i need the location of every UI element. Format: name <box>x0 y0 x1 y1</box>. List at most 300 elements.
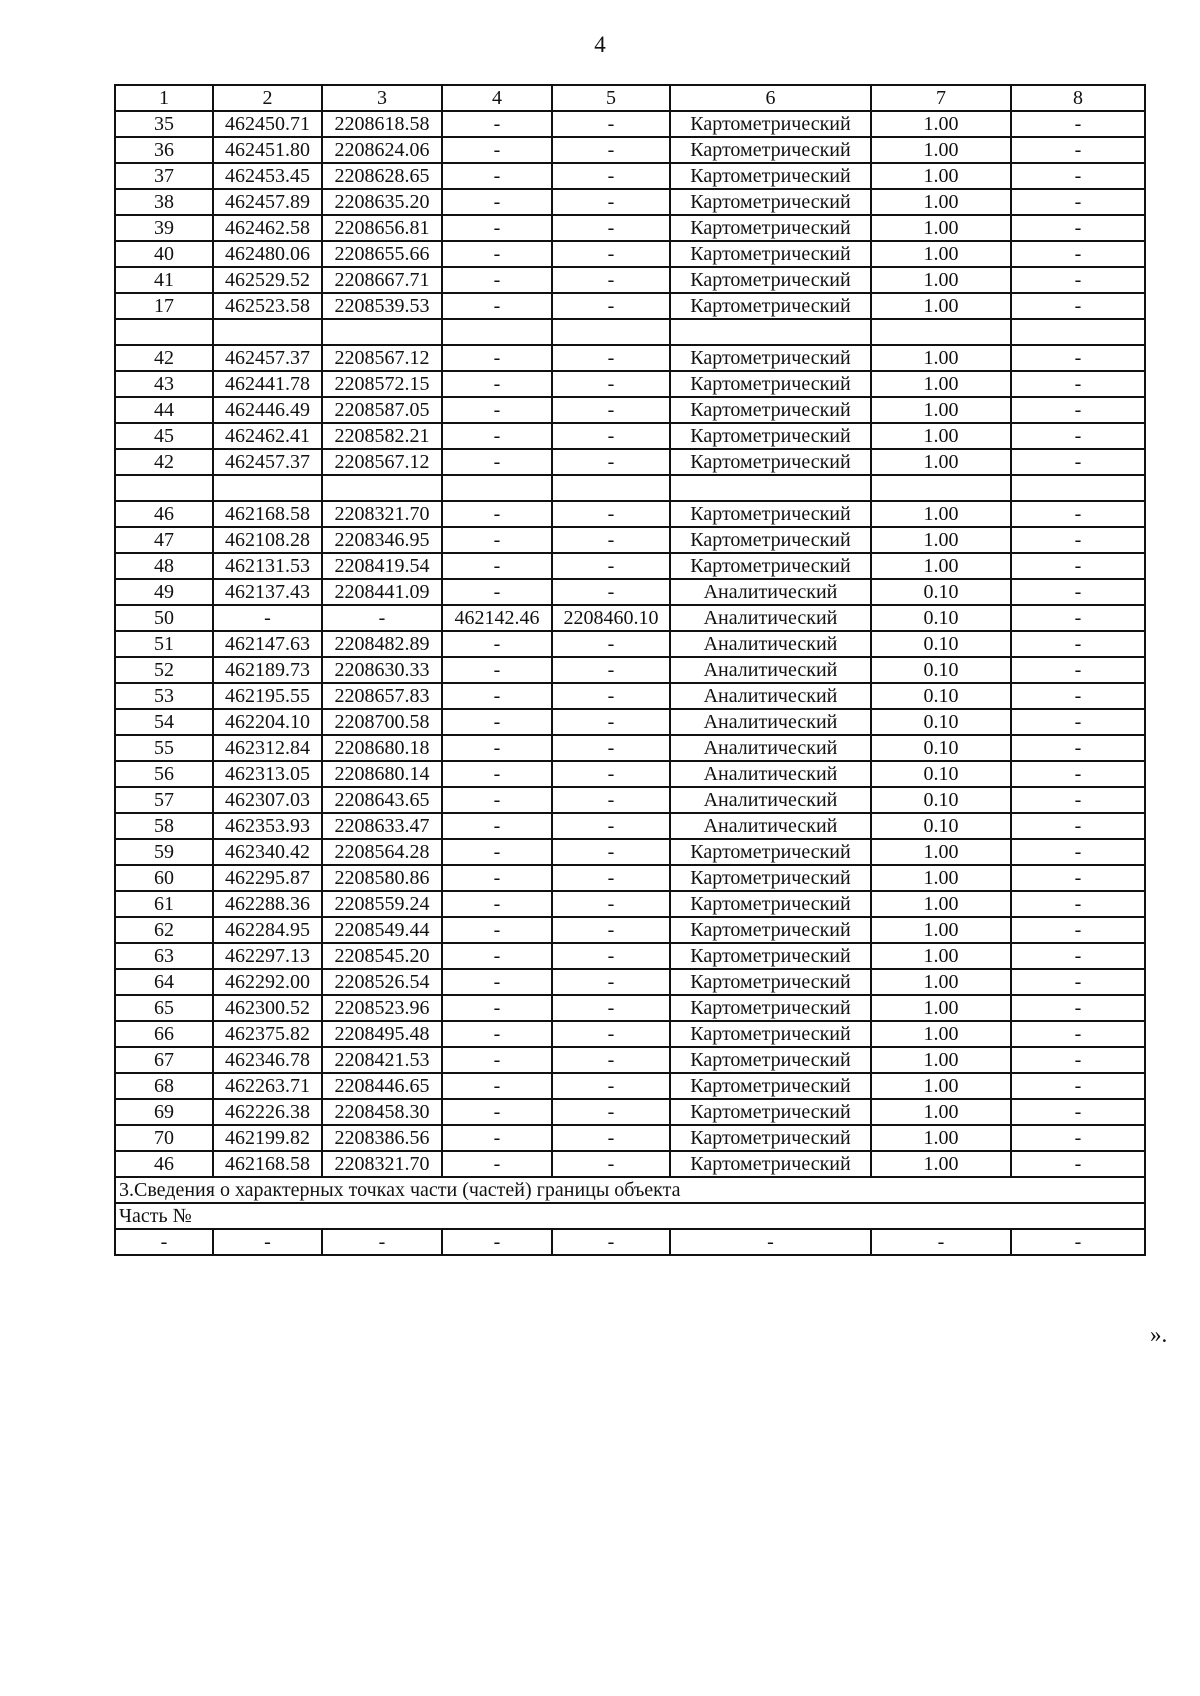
table-cell: - <box>552 1151 670 1177</box>
table-row <box>115 423 1145 449</box>
table-cell: 2208667.71 <box>322 267 442 293</box>
table-cell: 2208567.12 <box>322 345 442 371</box>
table-cell: 0.10 <box>871 605 1011 631</box>
table-cell: 0.10 <box>871 631 1011 657</box>
table-cell: - <box>552 501 670 527</box>
table-cell: 462297.13 <box>213 943 322 969</box>
table-cell: 65 <box>115 995 213 1021</box>
table-cell: - <box>552 397 670 423</box>
table-cell: 38 <box>115 189 213 215</box>
table-cell: - <box>1011 553 1145 579</box>
table-cell <box>322 475 442 501</box>
table-cell: 0.10 <box>871 787 1011 813</box>
table-cell: - <box>552 111 670 137</box>
table-cell: 0.10 <box>871 761 1011 787</box>
table-cell: 1.00 <box>871 1099 1011 1125</box>
table-cell: 1.00 <box>871 111 1011 137</box>
table-cell: - <box>552 943 670 969</box>
table-cell: 0.10 <box>871 813 1011 839</box>
table-cell: - <box>552 1125 670 1151</box>
table-cell: - <box>1011 397 1145 423</box>
table-cell: 1 <box>115 85 213 111</box>
table-cell <box>1011 319 1145 345</box>
table-row <box>115 605 1145 631</box>
table-cell: - <box>1011 761 1145 787</box>
table-row <box>115 553 1145 579</box>
table-cell <box>552 319 670 345</box>
table-cell: 1.00 <box>871 995 1011 1021</box>
table-cell: 1.00 <box>871 553 1011 579</box>
table-cell: 1.00 <box>871 891 1011 917</box>
table-cell: - <box>552 579 670 605</box>
table-cell <box>213 475 322 501</box>
table-cell: - <box>1011 813 1145 839</box>
table-cell: 35 <box>115 111 213 137</box>
table-cell: - <box>552 683 670 709</box>
table-cell: Аналитический <box>670 761 871 787</box>
table-cell: - <box>552 787 670 813</box>
table-cell: - <box>1011 709 1145 735</box>
table-row <box>115 839 1145 865</box>
table-cell: Аналитический <box>670 683 871 709</box>
table-cell: - <box>552 449 670 475</box>
closing-mark: ». <box>1150 1322 1168 1347</box>
table-cell: - <box>442 813 552 839</box>
table-cell: 462168.58 <box>213 501 322 527</box>
table-cell <box>442 319 552 345</box>
table-cell: Картометрический <box>670 917 871 943</box>
table-cell: 1.00 <box>871 527 1011 553</box>
table-cell: - <box>552 1047 670 1073</box>
table-cell: Картометрический <box>670 189 871 215</box>
table-cell: - <box>552 189 670 215</box>
table-cell: 49 <box>115 579 213 605</box>
table-cell: 1.00 <box>871 449 1011 475</box>
table-cell: - <box>442 371 552 397</box>
table-cell: 2208526.54 <box>322 969 442 995</box>
table-cell: 1.00 <box>871 1047 1011 1073</box>
table-cell: - <box>442 943 552 969</box>
table-row <box>115 995 1145 1021</box>
table-cell <box>871 319 1011 345</box>
table-cell: - <box>442 579 552 605</box>
table-cell: 2208624.06 <box>322 137 442 163</box>
table-row <box>115 111 1145 137</box>
table-cell: 462137.43 <box>213 579 322 605</box>
table-cell: Картометрический <box>670 215 871 241</box>
table-cell: - <box>1011 345 1145 371</box>
table-cell: 462195.55 <box>213 683 322 709</box>
table-cell: 462462.41 <box>213 423 322 449</box>
table-cell: - <box>1011 293 1145 319</box>
table-row <box>115 319 1145 345</box>
table-cell: 40 <box>115 241 213 267</box>
table-row <box>115 657 1145 683</box>
table-cell: - <box>442 1021 552 1047</box>
table-row <box>115 241 1145 267</box>
table-body <box>115 85 1145 1255</box>
table-row <box>115 267 1145 293</box>
table-cell: 68 <box>115 1073 213 1099</box>
table-cell: - <box>442 995 552 1021</box>
table-cell: 2208657.83 <box>322 683 442 709</box>
table-row <box>115 813 1145 839</box>
table-row <box>115 891 1145 917</box>
table-row <box>115 1073 1145 1099</box>
table-cell: 462523.58 <box>213 293 322 319</box>
table-cell: - <box>1011 163 1145 189</box>
table-row <box>115 631 1145 657</box>
table-cell: - <box>1011 449 1145 475</box>
table-cell: Картометрический <box>670 943 871 969</box>
table-cell: 2208549.44 <box>322 917 442 943</box>
table-cell: 17 <box>115 293 213 319</box>
table-cell: 1.00 <box>871 865 1011 891</box>
table-cell: 1.00 <box>871 293 1011 319</box>
table-cell: - <box>552 371 670 397</box>
table-cell: - <box>442 137 552 163</box>
table-cell: Картометрический <box>670 397 871 423</box>
table-cell: 2208618.58 <box>322 111 442 137</box>
table-cell: 2208386.56 <box>322 1125 442 1151</box>
table-cell: - <box>552 1099 670 1125</box>
table-cell: 1.00 <box>871 839 1011 865</box>
table-cell: 462204.10 <box>213 709 322 735</box>
table-cell: 1.00 <box>871 371 1011 397</box>
table-cell: - <box>552 631 670 657</box>
table-row <box>115 189 1145 215</box>
table-cell: 51 <box>115 631 213 657</box>
table-cell: - <box>1011 189 1145 215</box>
header-row <box>115 85 1145 111</box>
table-cell: 7 <box>871 85 1011 111</box>
table-cell <box>442 475 552 501</box>
table-cell: 36 <box>115 137 213 163</box>
table-cell: 1.00 <box>871 1125 1011 1151</box>
table-cell: - <box>1011 943 1145 969</box>
table-cell: 60 <box>115 865 213 891</box>
table-cell: 46 <box>115 501 213 527</box>
table-cell: 462457.89 <box>213 189 322 215</box>
table-row <box>115 475 1145 501</box>
table-cell: 2208460.10 <box>552 605 670 631</box>
table-cell: - <box>1011 501 1145 527</box>
table-cell: 44 <box>115 397 213 423</box>
table-cell: - <box>552 267 670 293</box>
section-title-row-text: 3.Сведения о характерных точках части (частей) границы объекта <box>115 1177 1145 1203</box>
table-cell: - <box>442 969 552 995</box>
table-row <box>115 709 1145 735</box>
table-row <box>115 293 1145 319</box>
table-cell: 0.10 <box>871 579 1011 605</box>
table-cell: 1.00 <box>871 1021 1011 1047</box>
table-cell: 1.00 <box>871 943 1011 969</box>
table-cell: 462168.58 <box>213 1151 322 1177</box>
page-number: 4 <box>594 32 606 57</box>
table-row <box>115 1229 1145 1255</box>
table-cell: 462313.05 <box>213 761 322 787</box>
table-cell: 0.10 <box>871 657 1011 683</box>
table-cell: 2208321.70 <box>322 501 442 527</box>
table-cell: - <box>552 1229 670 1255</box>
table-cell: Картометрический <box>670 1099 871 1125</box>
table-cell: - <box>552 657 670 683</box>
table-cell: 2208630.33 <box>322 657 442 683</box>
table-cell: Картометрический <box>670 241 871 267</box>
table-cell: 3 <box>322 85 442 111</box>
table-cell: Картометрический <box>670 163 871 189</box>
table-cell: 462142.46 <box>442 605 552 631</box>
table-cell: Картометрический <box>670 111 871 137</box>
table-cell: - <box>442 241 552 267</box>
table-cell: - <box>322 605 442 631</box>
table-cell: - <box>552 345 670 371</box>
table-cell: Картометрический <box>670 839 871 865</box>
table-cell: Аналитический <box>670 579 871 605</box>
table-cell: 2 <box>213 85 322 111</box>
table-cell: Картометрический <box>670 995 871 1021</box>
table-cell: 2208680.14 <box>322 761 442 787</box>
part-label-row <box>115 1203 1145 1229</box>
table-row <box>115 1021 1145 1047</box>
table-cell: - <box>442 163 552 189</box>
table-cell: - <box>442 189 552 215</box>
table-cell: - <box>1011 111 1145 137</box>
table-cell: Аналитический <box>670 735 871 761</box>
table-cell: 46 <box>115 1151 213 1177</box>
table-row <box>115 787 1145 813</box>
table-cell: 67 <box>115 1047 213 1073</box>
table-cell: 1.00 <box>871 189 1011 215</box>
table-cell: - <box>552 1021 670 1047</box>
table-cell: Аналитический <box>670 657 871 683</box>
table-cell: 462199.82 <box>213 1125 322 1151</box>
table-cell: 47 <box>115 527 213 553</box>
table-cell: 462226.38 <box>213 1099 322 1125</box>
table-row <box>115 527 1145 553</box>
table-cell: - <box>442 111 552 137</box>
table-cell: - <box>442 397 552 423</box>
table-cell: 4 <box>442 85 552 111</box>
table-row <box>115 579 1145 605</box>
table-cell: 2208567.12 <box>322 449 442 475</box>
table-cell: - <box>1011 371 1145 397</box>
table-cell: - <box>552 969 670 995</box>
table-cell: - <box>213 605 322 631</box>
table-cell: - <box>442 683 552 709</box>
table-cell: 2208587.05 <box>322 397 442 423</box>
table-cell: 61 <box>115 891 213 917</box>
table-cell: - <box>552 137 670 163</box>
table-cell: 462108.28 <box>213 527 322 553</box>
table-cell: 5 <box>552 85 670 111</box>
table-row <box>115 1125 1145 1151</box>
table-cell: - <box>552 917 670 943</box>
table-row <box>115 761 1145 787</box>
table-cell: 2208446.65 <box>322 1073 442 1099</box>
table-cell: Картометрический <box>670 865 871 891</box>
table-cell: - <box>1011 787 1145 813</box>
table-cell: - <box>1011 527 1145 553</box>
table-row <box>115 345 1145 371</box>
table-cell <box>871 475 1011 501</box>
table-cell: 2208523.96 <box>322 995 442 1021</box>
table-cell: - <box>1011 605 1145 631</box>
table-cell: Картометрический <box>670 449 871 475</box>
table-cell: Картометрический <box>670 1125 871 1151</box>
table-cell: 56 <box>115 761 213 787</box>
table-cell: 2208346.95 <box>322 527 442 553</box>
table-row <box>115 865 1145 891</box>
table-cell: 2208559.24 <box>322 891 442 917</box>
table-cell: Картометрический <box>670 1151 871 1177</box>
table-cell: - <box>442 709 552 735</box>
table-cell: - <box>442 1229 552 1255</box>
table-row <box>115 501 1145 527</box>
table-cell: 41 <box>115 267 213 293</box>
table-cell: 48 <box>115 553 213 579</box>
table-cell: 2208421.53 <box>322 1047 442 1073</box>
table-cell: - <box>442 293 552 319</box>
table-cell: - <box>1011 241 1145 267</box>
table-row <box>115 371 1145 397</box>
table-cell: 2208495.48 <box>322 1021 442 1047</box>
table-cell: 462453.45 <box>213 163 322 189</box>
table-cell: - <box>442 1099 552 1125</box>
table-row <box>115 397 1145 423</box>
table-row <box>115 1099 1145 1125</box>
table-cell: - <box>552 423 670 449</box>
table-cell: 462353.93 <box>213 813 322 839</box>
table-cell: 1.00 <box>871 1151 1011 1177</box>
table-row <box>115 1047 1145 1073</box>
table-cell: 1.00 <box>871 241 1011 267</box>
table-cell: Картометрический <box>670 1047 871 1073</box>
table-cell: - <box>442 631 552 657</box>
table-cell: - <box>1011 917 1145 943</box>
table-cell: 42 <box>115 345 213 371</box>
table-cell: 50 <box>115 605 213 631</box>
table-cell: 462529.52 <box>213 267 322 293</box>
table-cell: - <box>442 839 552 865</box>
table-cell: Картометрический <box>670 969 871 995</box>
table-cell: - <box>442 449 552 475</box>
table-cell: 2208655.66 <box>322 241 442 267</box>
table-cell: 1.00 <box>871 345 1011 371</box>
table-cell: Картометрический <box>670 553 871 579</box>
table-cell: 2208545.20 <box>322 943 442 969</box>
table-cell: - <box>1011 215 1145 241</box>
table-cell: 1.00 <box>871 397 1011 423</box>
table-cell: 2208321.70 <box>322 1151 442 1177</box>
table-cell: 1.00 <box>871 137 1011 163</box>
table-cell: Картометрический <box>670 1021 871 1047</box>
table-cell: 2208564.28 <box>322 839 442 865</box>
table-cell: Картометрический <box>670 891 871 917</box>
table-row <box>115 969 1145 995</box>
table-cell <box>670 319 871 345</box>
coordinates-table <box>114 84 1146 1256</box>
table-cell: 462131.53 <box>213 553 322 579</box>
table-cell: 1.00 <box>871 917 1011 943</box>
table-cell <box>670 475 871 501</box>
table-cell: - <box>442 891 552 917</box>
table-cell: - <box>1011 423 1145 449</box>
table-row <box>115 1151 1145 1177</box>
table-cell: - <box>1011 1073 1145 1099</box>
table-cell: - <box>442 865 552 891</box>
section-title-row <box>115 1177 1145 1203</box>
table-cell: 1.00 <box>871 163 1011 189</box>
table-cell: Картометрический <box>670 527 871 553</box>
table-row <box>115 917 1145 943</box>
table-cell: Картометрический <box>670 345 871 371</box>
table-cell: - <box>1011 631 1145 657</box>
table-cell: 462457.37 <box>213 449 322 475</box>
table-cell: Картометрический <box>670 293 871 319</box>
table-row <box>115 215 1145 241</box>
table-cell: - <box>442 735 552 761</box>
table-cell: Картометрический <box>670 267 871 293</box>
table-cell: - <box>871 1229 1011 1255</box>
table-cell: - <box>442 1125 552 1151</box>
table-cell: 462375.82 <box>213 1021 322 1047</box>
table-row <box>115 683 1145 709</box>
table-cell: - <box>442 527 552 553</box>
table-cell: - <box>552 735 670 761</box>
table-cell: - <box>442 501 552 527</box>
table-cell: 462441.78 <box>213 371 322 397</box>
table-cell: 462147.63 <box>213 631 322 657</box>
table-cell: - <box>442 267 552 293</box>
table-cell: 2208700.58 <box>322 709 442 735</box>
table-cell: Аналитический <box>670 709 871 735</box>
table-cell: - <box>442 215 552 241</box>
table-cell: - <box>1011 1151 1145 1177</box>
table-cell: - <box>1011 735 1145 761</box>
table-cell: 2208539.53 <box>322 293 442 319</box>
table-cell: 2208656.81 <box>322 215 442 241</box>
table-cell: - <box>322 1229 442 1255</box>
table-cell <box>552 475 670 501</box>
table-cell: - <box>115 1229 213 1255</box>
table-cell: Картометрический <box>670 371 871 397</box>
table-cell: - <box>442 423 552 449</box>
table-cell: 55 <box>115 735 213 761</box>
table-cell: 462480.06 <box>213 241 322 267</box>
table-cell: - <box>213 1229 322 1255</box>
table-cell: Картометрический <box>670 1073 871 1099</box>
table-cell: 1.00 <box>871 215 1011 241</box>
table-cell: 45 <box>115 423 213 449</box>
table-cell <box>213 319 322 345</box>
table-cell: 64 <box>115 969 213 995</box>
table-row <box>115 163 1145 189</box>
table-row <box>115 449 1145 475</box>
table-cell: 62 <box>115 917 213 943</box>
table-cell: 2208643.65 <box>322 787 442 813</box>
table-cell: 462288.36 <box>213 891 322 917</box>
table-cell: - <box>1011 1021 1145 1047</box>
table-cell: - <box>552 293 670 319</box>
table-cell: 462462.58 <box>213 215 322 241</box>
table-cell: 462346.78 <box>213 1047 322 1073</box>
table-cell: - <box>442 761 552 787</box>
table-cell: 53 <box>115 683 213 709</box>
part-label-row-text: Часть № <box>115 1203 1145 1229</box>
table-cell: - <box>552 241 670 267</box>
table-cell: - <box>442 1047 552 1073</box>
